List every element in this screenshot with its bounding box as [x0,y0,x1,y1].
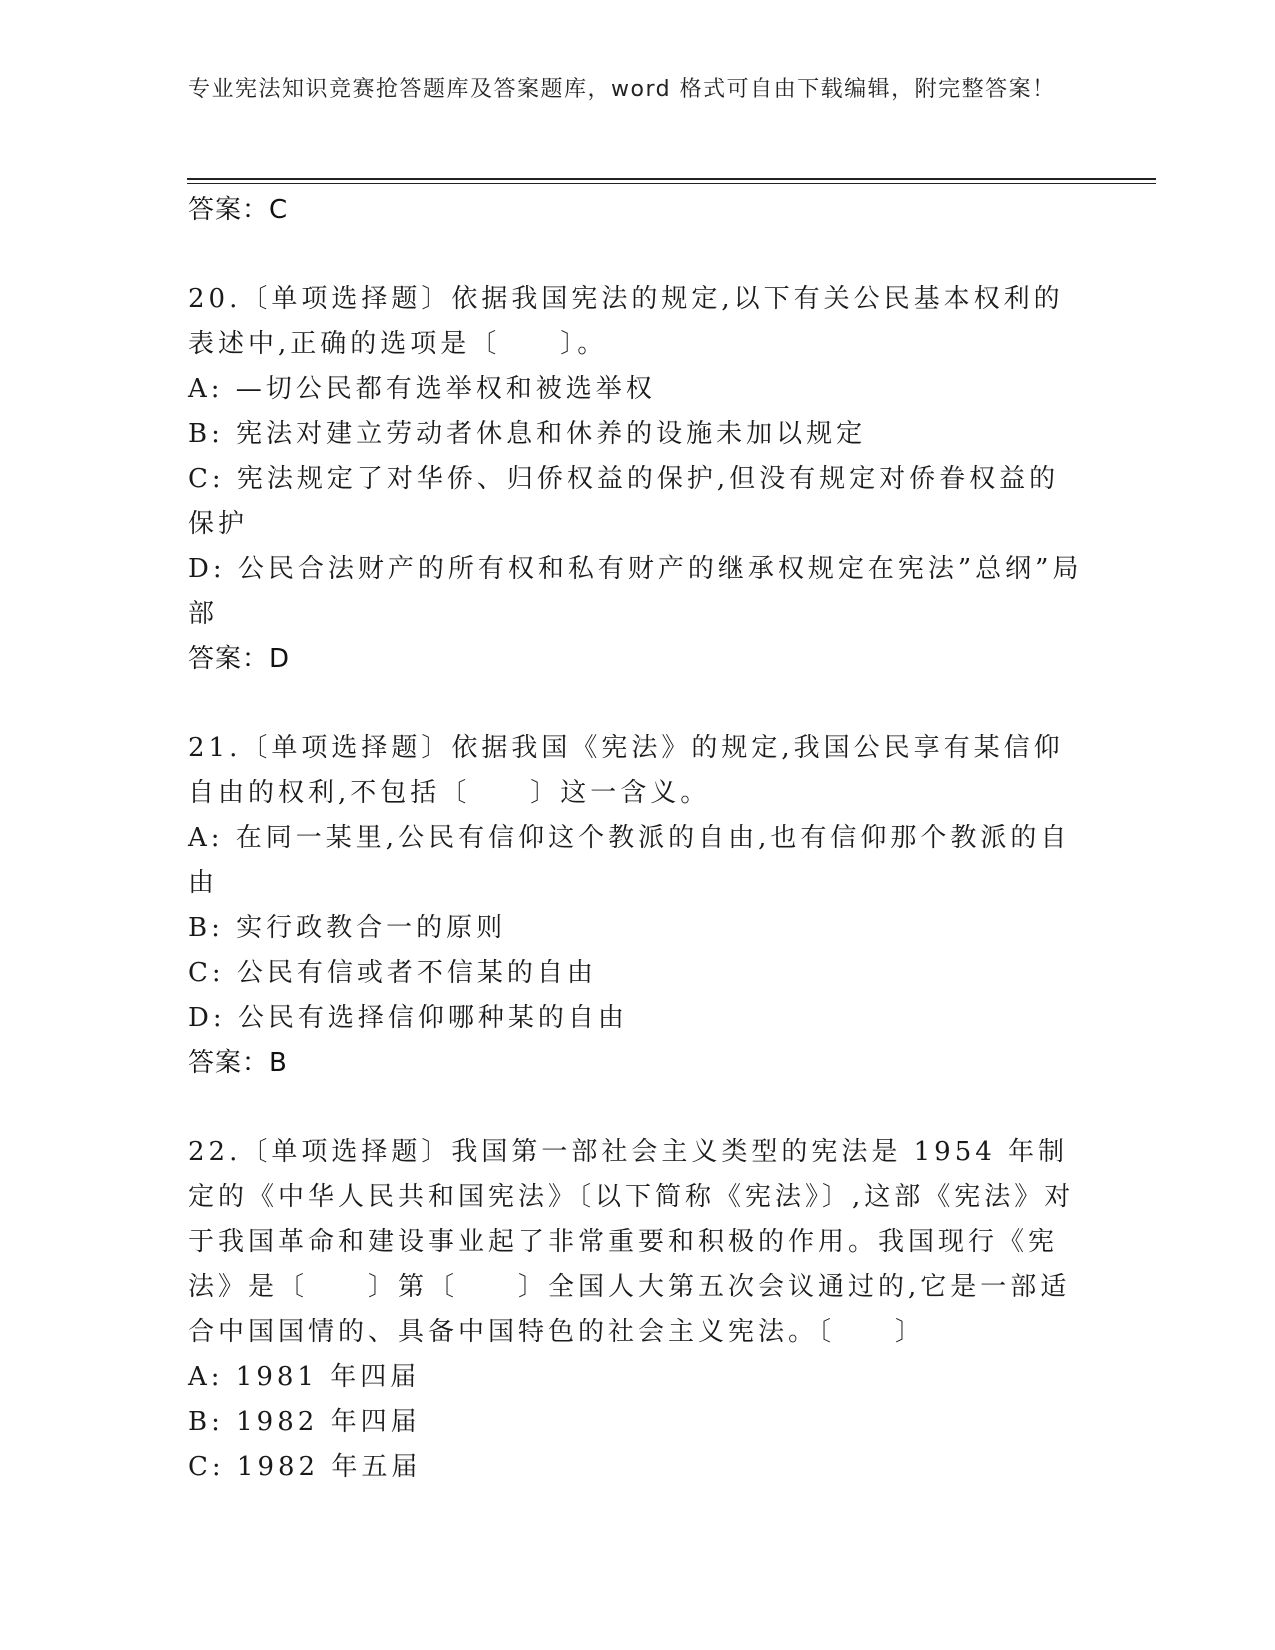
question-22 [188,1130,1088,1490]
page-header: 专业宪法知识竞赛抢答题库及答案题库，word 格式可自由下载编辑，附完整答案！ [188,77,1056,102]
option-a: A: —切公民都有选举权和被选举权 [188,374,656,404]
option-c: C: 1982 年五届 [188,1452,422,1482]
question-stem: 22.〔单项选择题〕我国第一部社会主义类型的宪法是 1954 年制定的《中华人民共和国宪法》〔以下简称《宪法》〕,这部《宪法》对于我国革命和建设事业起了非常重要和积极的作用。我国现行《宪法》是〔 〕第〔 〕全国人大第五次会议通过的,它是一部适合中国国情的、具备中国特色的社会主义宪法。〔 〕 [188,1137,1075,1347]
option-b: B: 1982 年四届 [188,1407,421,1437]
answer-line: 答案：D [188,644,291,674]
option-b: B: 实行政教合一的原则 [188,913,507,943]
option-a: A: 在同一某里,公民有信仰这个教派的自由,也有信仰那个教派的自由 [188,823,1071,898]
spacer [188,681,1088,726]
option-a: A: 1981 年四届 [188,1362,421,1392]
spacer [188,1085,1088,1130]
answer-line: 答案：B [188,1048,288,1078]
spacer [188,232,1088,277]
question-stem: 21.〔单项选择题〕依据我国《宪法》的规定,我国公民享有某信仰自由的权利,不包括〔 〕这一含义。 [188,733,1064,808]
header-divider-thick [187,178,1156,180]
option-c: C: 公民有信或者不信某的自由 [188,958,597,988]
question-stem: 20.〔单项选择题〕依据我国宪法的规定,以下有关公民基本权利的表述中,正确的选项是〔 〕。 [188,284,1064,359]
header-divider-thin [187,183,1156,184]
option-b: B: 宪法对建立劳动者休息和休养的设施未加以规定 [188,419,867,449]
question-21 [188,726,1088,1085]
question-20 [188,277,1088,681]
document-body [188,188,1088,1490]
answer-line: 答案：C [188,195,289,225]
option-d: D: 公民合法财产的所有权和私有财产的继承权规定在宪法”总纲”局部 [188,554,1083,629]
option-d: D: 公民有选择信仰哪种某的自由 [188,1003,628,1033]
option-c: C: 宪法规定了对华侨、归侨权益的保护,但没有规定对侨眷权益的保护 [188,464,1060,539]
